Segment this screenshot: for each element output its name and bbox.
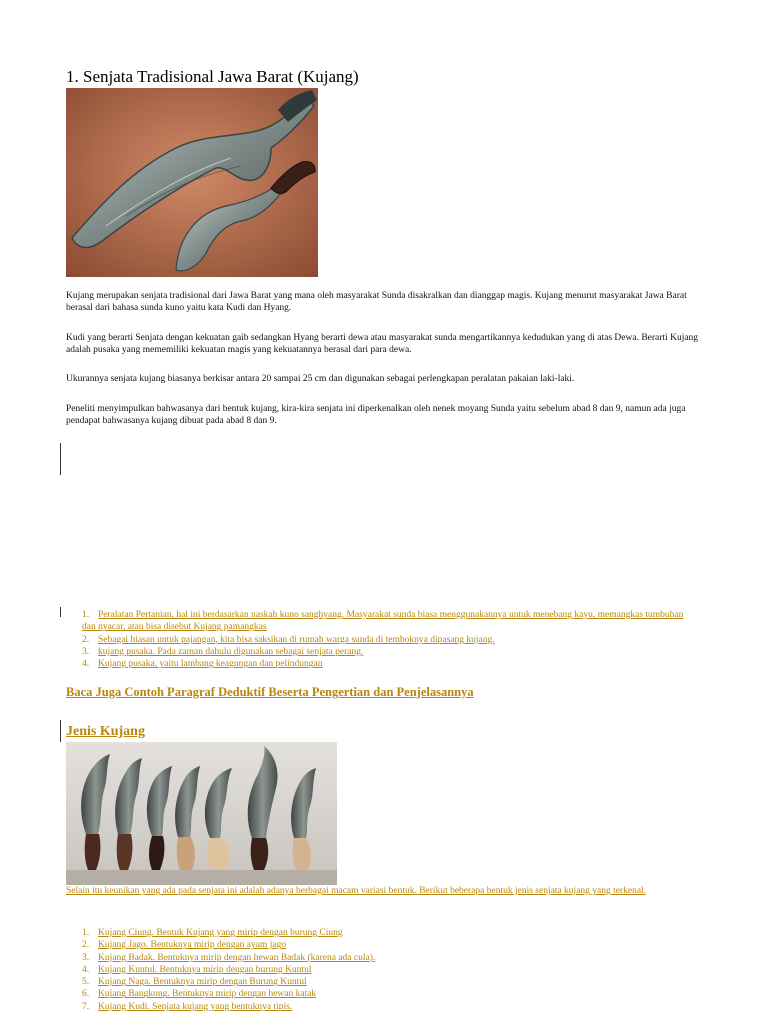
list-item[interactable]: 4. Kujang Kuntul. Bentuknya mirip dengan burung Kuntul (82, 964, 312, 975)
list-item[interactable]: 2. Kujang Jago. Bentuknya mirip dengan ayam jago (82, 940, 287, 951)
paragraph-4: Peneliti menyimpulkan bahwasanya dari bentuk kujang, kira-kira senjata ini diperkenalkan oleh nenek moyang Sunda yaitu sebelum abad 8 dan 9, namun ada juga pendapat bahwasanya kujang dibuat pada abad 8 dan 9. (66, 404, 686, 426)
paragraph-3: Ukurannya senjata kujang biasanya berkisar antara 20 sampai 25 cm dan digunakan sebagai perlengkapan peralatan pakaian laki-laki. (66, 374, 575, 384)
types-intro[interactable]: Selain itu keunikan yang ada pada senjata ini adalah adanya berbagai macam variasi bentuk. Berikut beberapa bentuk jenis senjata kujang yang terkenal. (66, 886, 647, 896)
list-item[interactable]: 4. Kujang pusaka, yaitu lambang keagungan dan pelindungan (82, 659, 323, 670)
list-item[interactable]: 3. kujang pusaka. Pada zaman dahulu digunakan sebagai senjata perang. (82, 646, 364, 657)
list-item[interactable]: 7. Kujang Kudi. Senjata kujang yang bentuknya tipis. (82, 1001, 293, 1012)
kujang-photo (66, 88, 318, 277)
list-item[interactable]: 6. Kujang Bangkong. Bentuknya mirip dengan hewan katak (82, 989, 317, 1000)
paragraph-2: Kudi yang berarti Senjata dengan kekuatan gaib sedangkan Hyang berarti dewa atau masyarakat sunda mengartikannya kedudukan yang di atas Dewa. Berarti Kujang adalah pusaka yang mememiliki kekuatan magis yang kekuatannya berasal dari para dewa. (66, 333, 699, 355)
text-cursor-3 (60, 720, 61, 742)
uses-list (82, 609, 692, 670)
list-item[interactable]: 2. Sebagai hiasan untuk pajangan, kita bisa saksikan di rumah warga sunda di temboknya dipasang kujang. (82, 634, 495, 645)
types-list (82, 927, 692, 1013)
list-item[interactable]: 3. Kujang Badak. Bentuknya mirip dengan hewan Badak (karena ada cula). (82, 952, 376, 963)
page-title: 1. Senjata Tradisional Jawa Barat (Kujang) (66, 67, 359, 86)
list-item[interactable]: 1. Peralatan Pertanian, hal ini berdasarkan naskah kuno sanghyang. Masyarakat sunda biasa menggunakannya untuk menebang kayu, memangkas tumbuhan dan nyacar, atau bisa disebut Kujang pamangkas (82, 610, 684, 633)
read-also-link[interactable]: Baca Juga Contoh Paragraf Deduktif Beserta Pengertian dan Penjelasannya (66, 685, 474, 699)
list-item[interactable]: 5. Kujang Naga. Bentuknya mirip dengan Burung Kuntul (82, 977, 307, 988)
types-heading[interactable]: Jenis Kujang (66, 724, 145, 739)
text-cursor-2 (60, 607, 61, 617)
list-item[interactable]: 1. Kujang Ciung. Bentuk Kujang yang mirip dengan burung Ciung (82, 928, 343, 938)
text-cursor (60, 443, 61, 475)
paragraph-1: Kujang merupakan senjata tradisional dari Jawa Barat yang mana oleh masyarakat Sunda disakralkan dan dianggap magis. Kujang menurut masyarakat Jawa Barat berasal dari bahasa sunda kuno yaitu kata Kudi dan Hyang. (66, 291, 687, 313)
kujang-collection-photo (66, 742, 337, 885)
